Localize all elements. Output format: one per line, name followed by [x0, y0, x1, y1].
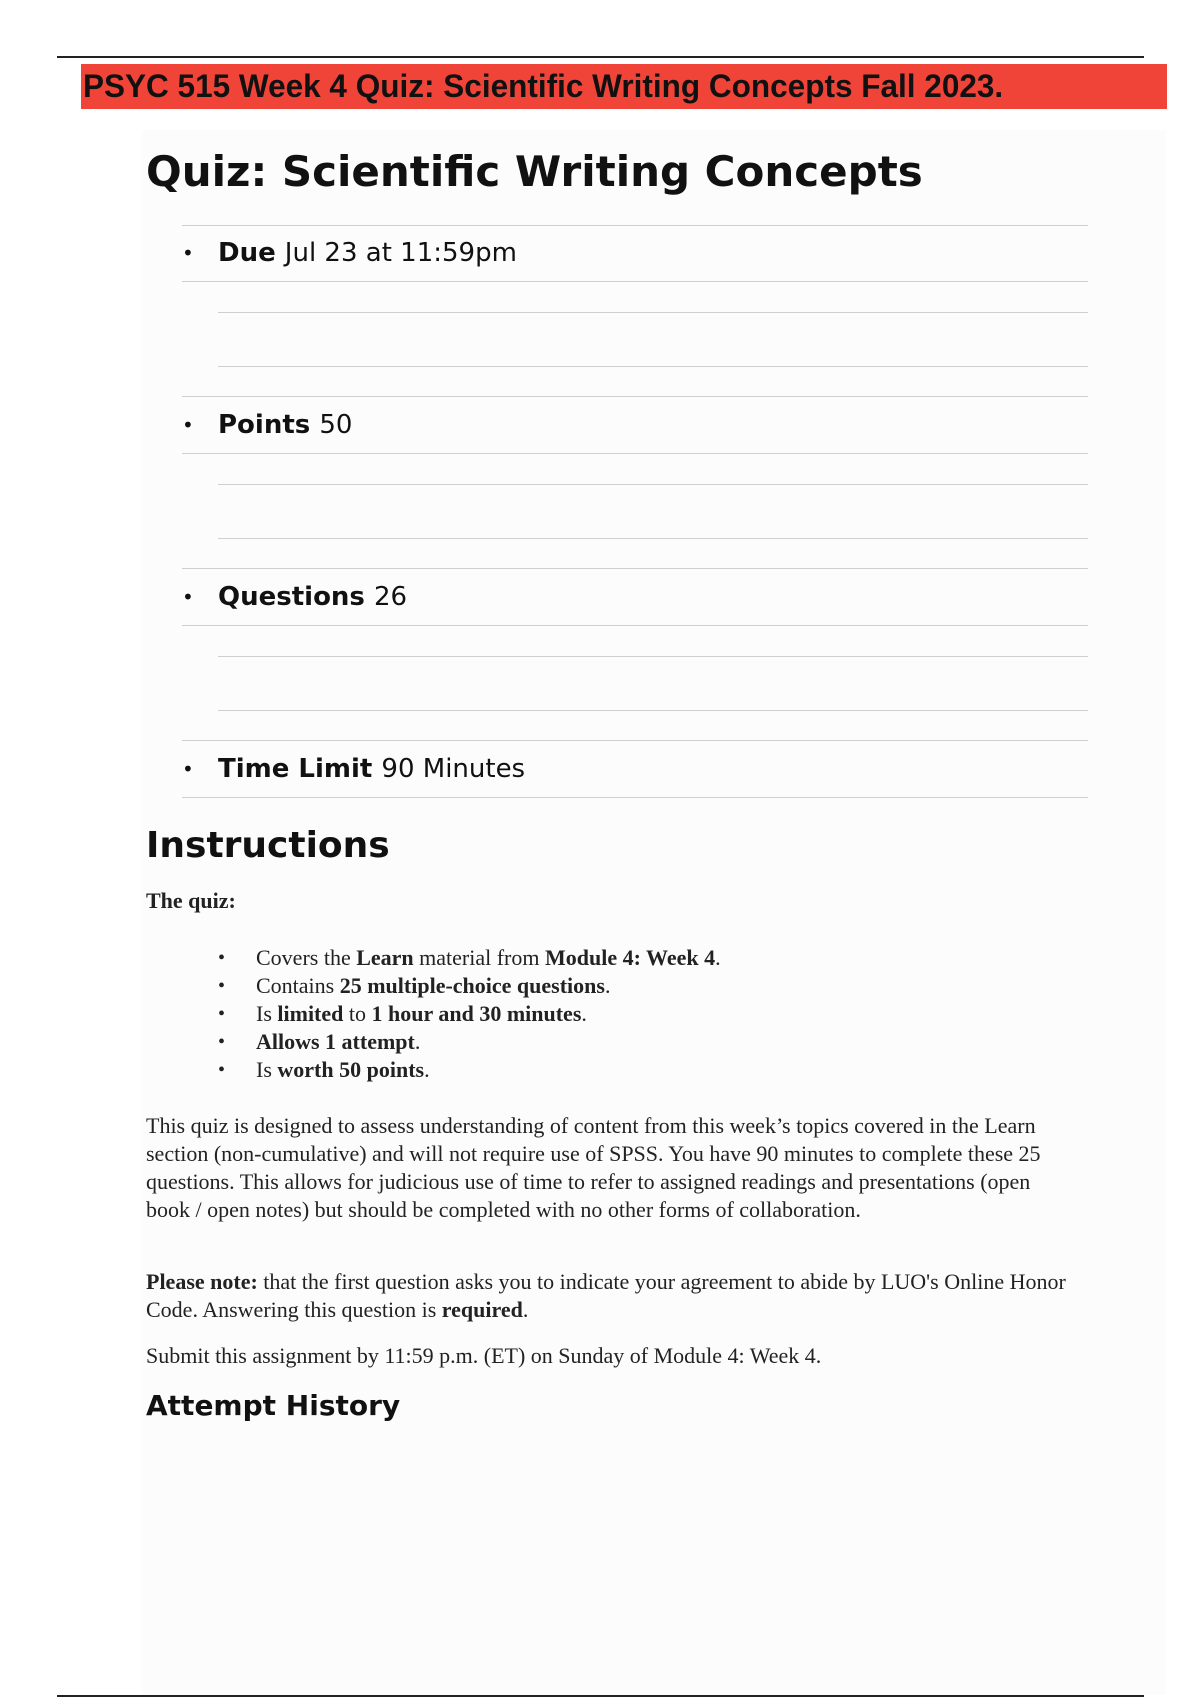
detail-spacer [182, 454, 1088, 569]
detail-points [182, 397, 1088, 569]
detail-value: Jul 23 at 11:59pm [284, 238, 517, 268]
bottom-rule [57, 1695, 1144, 1697]
list-item: • Contains 25 multiple-choice questions. [218, 972, 721, 1000]
detail-label: Points [218, 410, 311, 440]
bullet-icon: • [182, 585, 194, 609]
list-item: • Is worth 50 points. [218, 1056, 721, 1084]
bullet-icon: • [182, 757, 194, 781]
honor-code-note: Please note: that the first question asks you to indicate your agreement to abide by LUO's Online Honor Code. Answering this question is required. [146, 1269, 1066, 1322]
note-label: Please note: [146, 1269, 258, 1294]
detail-value: 90 Minutes [381, 754, 526, 784]
document-banner [81, 64, 1167, 109]
detail-label: Questions [218, 582, 365, 612]
description-paragraph: This quiz is designed to assess understanding of content from this week’s topics covered in the Learn section (non-cumulative) and will not require use of SPSS. You have 90 minutes to complete these 25 questions. This allows for judicious use of time to refer to assigned readings and presentations (open book / open notes) but should be completed with no other forms of collaboration. [146, 1113, 1041, 1222]
top-rule [57, 56, 1144, 58]
list-item: • Is limited to 1 hour and 30 minutes. [218, 1000, 721, 1028]
bullet-icon: • [182, 241, 194, 265]
list-item: • Allows 1 attempt. [218, 1028, 721, 1056]
quiz-intro: The quiz: [146, 888, 236, 913]
detail-questions [182, 569, 1088, 741]
detail-spacer [182, 282, 1088, 397]
banner-text: PSYC 515 Week 4 Quiz: Scientific Writing Concepts Fall 2023. [82, 68, 1004, 104]
detail-value: 26 [373, 582, 408, 612]
quiz-details-list [182, 225, 1088, 798]
detail-due [182, 225, 1088, 397]
bullet-icon: • [182, 413, 194, 437]
list-item: • Covers the Learn material from Module 4: Week 4. [218, 944, 721, 972]
detail-spacer [182, 626, 1088, 741]
instructions-heading: Instructions [146, 825, 390, 866]
detail-time-limit [182, 741, 1088, 798]
instructions-list [218, 944, 721, 1084]
detail-label: Time Limit [218, 754, 373, 784]
attempt-history-heading: Attempt History [146, 1389, 401, 1422]
page-title: Quiz: Scientific Writing Concepts [146, 147, 923, 196]
detail-label: Due [218, 238, 276, 268]
submission-deadline: Submit this assignment by 11:59 p.m. (ET) on Sunday of Module 4: Week 4. [146, 1343, 822, 1368]
required-text: required [441, 1297, 523, 1322]
detail-value: 50 [319, 410, 353, 440]
